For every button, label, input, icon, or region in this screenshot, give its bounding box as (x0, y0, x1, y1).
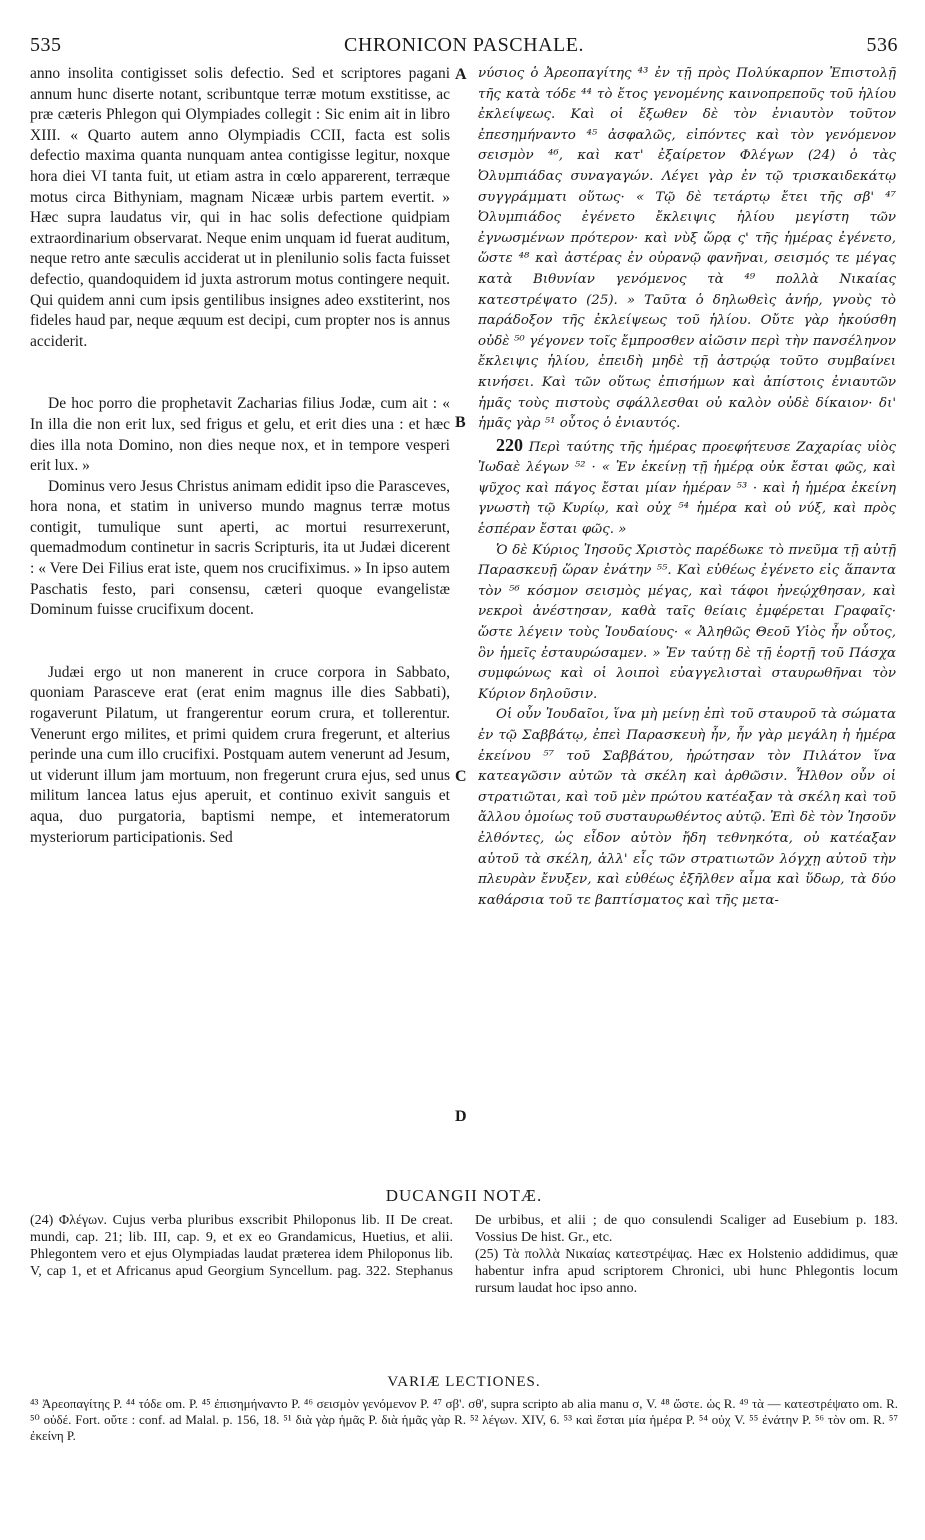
right-page-number: 536 (866, 34, 898, 56)
left-page-number: 535 (30, 34, 62, 56)
greek-paragraph-1: νύσιος ὁ Ἀρεοπαγίτης ⁴³ ἐν τῇ πρὸς Πολύκαρπον Ἐπιστολῇ τῆς κατὰ τόδε ⁴⁴ τὸ ἔτος γενομένης καινοπρεποῦς τοῦ ἡλίου ἐκλείψεως. Καὶ οἱ ἔξωθεν δὲ τὸν ἐνιαυτὸν τοῦτον ἐπεσημήναντο ⁴⁵ ἀσφαλῶς, εἰπόντες καὶ τὸν γενόμενον σεισμὸν ⁴⁶, καὶ κατ' ἐξαίρετον Φλέγων (24) ὁ τὰς Ὀλυμπιάδας συναγαγών. Λέγει γὰρ ἐν τῷ τρισκαιδεκάτῳ συγγράμματι οὕτως· « Τῷ δὲ τετάρτῳ ἔτει τῆς σβ' ⁴⁷ Ὀλυμπιάδος ἐγένετο ἔκλειψις ἡλίου μεγίστη τῶν ἐγνωσμένων πρότερον· καὶ νὺξ ὥρᾳ ς' τῆς ἡμέρας ἐγένετο, ὥστε ⁴⁸ καὶ ἀστέρας ἐν οὐρανῷ φανῆναι, σεισμός τε μέγας κατὰ Βιθυνίαν γενόμενος τὰ ⁴⁹ πολλὰ Νικαίας κατεστρέψατο (25). » Ταῦτα ὁ δηλωθεὶς ἀνήρ, γνοὺς τὸ παράδοξον τῆς ἐκλείψεως τοῦ ἡλίου. Οὔτε γὰρ ἠκούσθη οὐδὲ ⁵⁰ γέγονεν τοῖς ἔμπροσθεν αἰῶσιν περὶ τὴν πανσέληνον ἔκλειψις ἡλίου, ἐπειδὴ μηδὲ τῇ ἀστρῴᾳ τοῦτο συμβαίνει κινήσει. Καὶ τῶν οὕτως ἐπισήμων καὶ ἀπίστοις ἐνιαυτῶν ἡμᾶς τοὺς πιστοὺς σφάλλεσθαι οὐ καλὸν οὐδὲ δίκαιον· δι' ἡμᾶς γὰρ ⁵¹ οὗτος ὁ ἐνιαυτός. (478, 66, 896, 432)
latin-paragraph-3: Dominus vero Jesus Christus animam edidit ipso die Parasceves, hora nona, et statim in universo mundo magnus terræ motus contigit, tumulique sunt aperti, ac mortui resurrexerunt, quemadmodum continetur in sacris Scripturis, ita ut Judæi dicerent : « Vere Dei Filius erat iste, quem nos crucifiximus. » In ipso autem Paschatis festo, pari consensu, cæteri quoque evangelistæ Dominum fuisse crucifixum docent. (30, 477, 450, 619)
greek-paragraph-3: Ὁ δὲ Κύριος Ἰησοῦς Χριστὸς παρέδωκε τὸ πνεῦμα τῇ αὐτῇ Παρασκευῇ ὥραν ἐνάτην ⁵⁵. Καὶ εὐθέως ἐγένετο εἰς ἅπαντα τὸν ⁵⁶ κόσμον σεισμὸς μέγας, καὶ τάφοι ἠνεῴχθησαν, καὶ νεκροὶ ἀνέστησαν, καθὰ ταῖς θείαις ἐμφέρεται Γραφαῖς· ὥστε λέγειν τοὺς Ἰουδαίους· « Ἀληθῶς Θεοῦ Υἱὸς ἦν οὗτος, ὃν ἡμεῖς ἐσταυρώσαμεν. » Ἐν ταύτῃ δὲ τῇ ἑορτῇ τοῦ Πάσχα συμφώνως καὶ οἱ λοιποὶ εὐαγγελισταὶ σταυρωθῆναι τὸν Κύριον δηλοῦσιν. (478, 542, 896, 702)
notes-heading: DUCANGII NOTÆ. (385, 1186, 543, 1205)
ducange-notes (30, 1212, 898, 1297)
margin-letter-c: C (455, 768, 467, 785)
greek-paragraph-2-text: Περὶ ταύτης τῆς ἡμέρας προεφήτευσε Ζαχαρίας υἱὸς Ἰωδαὲ λέγων ⁵² · « Ἐν ἐκείνῃ τῇ ἡμέρᾳ οὐκ ἔσται φῶς, καὶ ψῦχος καὶ πάγος ἔσται μίαν ἡμέραν ⁵³ · καὶ ἡ ἡμέρα ἐκείνη γνωστὴ τῷ Κυρίῳ, καὶ οὐχ ⁵⁴ ἡμέρα καὶ οὐ νύξ, καὶ πρὸς ἑσπέραν ἔσται φῶς. » (478, 439, 896, 538)
variae-text: ⁴³ Ἀρεοπαγίτης P. ⁴⁴ τόδε om. P. ⁴⁵ ἐπισημήναντο P. ⁴⁶ σεισμὸν γενόμενον P. ⁴⁷ σβ'. σθ', supra scripto ab alia manu σ, V. ⁴⁸ ὥστε. ὡς R. ⁴⁹ τὰ — κατεστρέψατο om. R. ⁵⁰ οὐδέ. Fort. οὔτε : conf. ad Malal. p. 156, 18. ⁵¹ διὰ γὰρ ἡμᾶς P. διὰ ἡμᾶς γὰρ R. ⁵² λέγων. XIV, 6. ⁵³ καὶ ἔσται μία ἡμέρα P. ⁵⁴ οὐχ V. ⁵⁵ ἐνάτην P. ⁵⁶ τὸν om. R. ⁵⁷ ἐκείνη P. (30, 1396, 898, 1443)
margin-letter-b: B (455, 414, 466, 431)
variae-heading: VARIÆ LECTIONES. (387, 1374, 541, 1390)
variae-lectiones (30, 1396, 898, 1444)
note-25: (25) Τὰ πολλὰ Νικαίας κατεστρέψας. Hæc ex Holstenio addidimus, quæ habentur infra apud scriptorem Chronici, ubi hunc Phlegontis locum rursum laudat hoc ipso anno. (475, 1247, 898, 1296)
latin-paragraph-4: Judæi ergo ut non manerent in cruce corpora in Sabbato, quoniam Parasceve erat (erat enim magnus ille dies Sabbati), rogaverunt Pilatum, ut frangerentur eorum crura, et tollerentur. Venerunt ergo milites, et primi quidem crura fregerunt, et alterius perinde una cum illo crucifixi. Postquam autem venerunt ad Jesum, ut viderunt illum jam mortuum, non fregerunt crura ejus, sed unus militum lancea latus ejus aperuit, et continuo exivit sanguis et aqua, duo purgatoria, baptismi nempe, et intemeratorum mysteriorum participationis. Sed (30, 663, 450, 846)
greek-paragraph-2 (478, 435, 896, 541)
note-24: (24) Φλέγων. Cujus verba pluribus exscribit Philoponus lib. II De creat. mundi, cap. 21; lib. III, cap. 9, et ex eo Grandamicus, Huetius, et alii. Phlegontem vero et ejus Olympiadas laudat præterea idem Philoponus lib. V, cap 1, et et Africanus apud Georgium Syncellum. pag. 322. Stephanus De urbibus, et alii ; de quo consulendi Scaliger ad Eusebium p. 183. Vossius De hist. Gr., etc. (30, 1213, 898, 1279)
page-header (30, 34, 898, 58)
margin-letter-d: D (455, 1108, 467, 1125)
greek-column (478, 64, 896, 911)
greek-paragraph-4: Οἱ οὖν Ἰουδαῖοι, ἵνα μὴ μείνῃ ἐπὶ τοῦ σταυροῦ τὰ σώματα ἐν τῷ Σαββάτῳ, ἐπεὶ Παρασκευὴ ἦν, ἦν γὰρ μεγάλη ἡ ἡμέρα ἐκείνου ⁵⁷ τοῦ Σαββάτου, ἠρώτησαν τὸν Πιλάτον ἵνα κατεαγῶσιν αὐτῶν τὰ σκέλη καὶ ἀρθῶσιν. Ἦλθον οὖν οἱ στρατιῶται, καὶ τοῦ μὲν πρώτου κατέαξαν τὰ σκέλη καὶ τοῦ ἄλλου ὁμοίως τοῦ συσταυρωθέντος αὐτῷ. Ἐπὶ δὲ τὸν Ἰησοῦν ἐλθόντες, ὡς εἶδον αὐτὸν ἤδη τεθνηκότα, οὐ κατέαξαν αὐτοῦ τὰ σκέλη, ἀλλ' εἷς τῶν στρατιωτῶν λόγχῃ αὐτοῦ τὴν πλευρὰν ἔνυξεν, καὶ εὐθέως ἐξῆλθεν αἷμα καὶ ὕδωρ, τὰ δύο καθάρσια τοῦ τε βαπτίσματος καὶ τῆς μετα- (478, 707, 896, 908)
margin-letter-a: A (455, 66, 467, 83)
section-number: 220 (496, 434, 523, 455)
running-title: CHRONICON PASCHALE. (344, 34, 584, 56)
latin-paragraph-1: anno insolita contigisset solis defectio. Sed et scriptores pagani annum hunc diserte notant, scribuntque terræ motum exstitisse, ac præ cæteris Phlegon qui Olympiades collegit : Sic enim ait in libro XIII. « Quarto autem anno Olympiadis CCII, facta est solis defectio maxima quanta nunquam antea contigisse legitur, noxque hora diei VI tanta fuit, ut etiam astra in cœlo apparerent, terræque motus circa Bithyniam, magnam Nicææ urbis partem evertit. » Hæc supra laudatus vir, qui in hac solis defectione quidpiam extraordinarium observarat. Neque enim unquam id fuerat auditum, neque retro ante sæculis acciderat ut in plenilunio solis facta fuisset defectio, quandoquidem id juxta astrorum motus contingere nequit. Qui quidem anni cum ipsis gentilibus insignes adeo exstiterint, nos fideles haud par, neque æquum est decipi, cum propter nos is annus acciderit. (30, 65, 450, 350)
latin-paragraph-2: De hoc porro die prophetavit Zacharias filius Jodæ, cum ait : « In illa die non erit lux, sed frigus et gelu, et erit dies una : et hæc dies illa nota Domino, non dies neque nox, et in tempore vesperi erit lux. » (30, 395, 450, 475)
latin-column (30, 64, 450, 848)
